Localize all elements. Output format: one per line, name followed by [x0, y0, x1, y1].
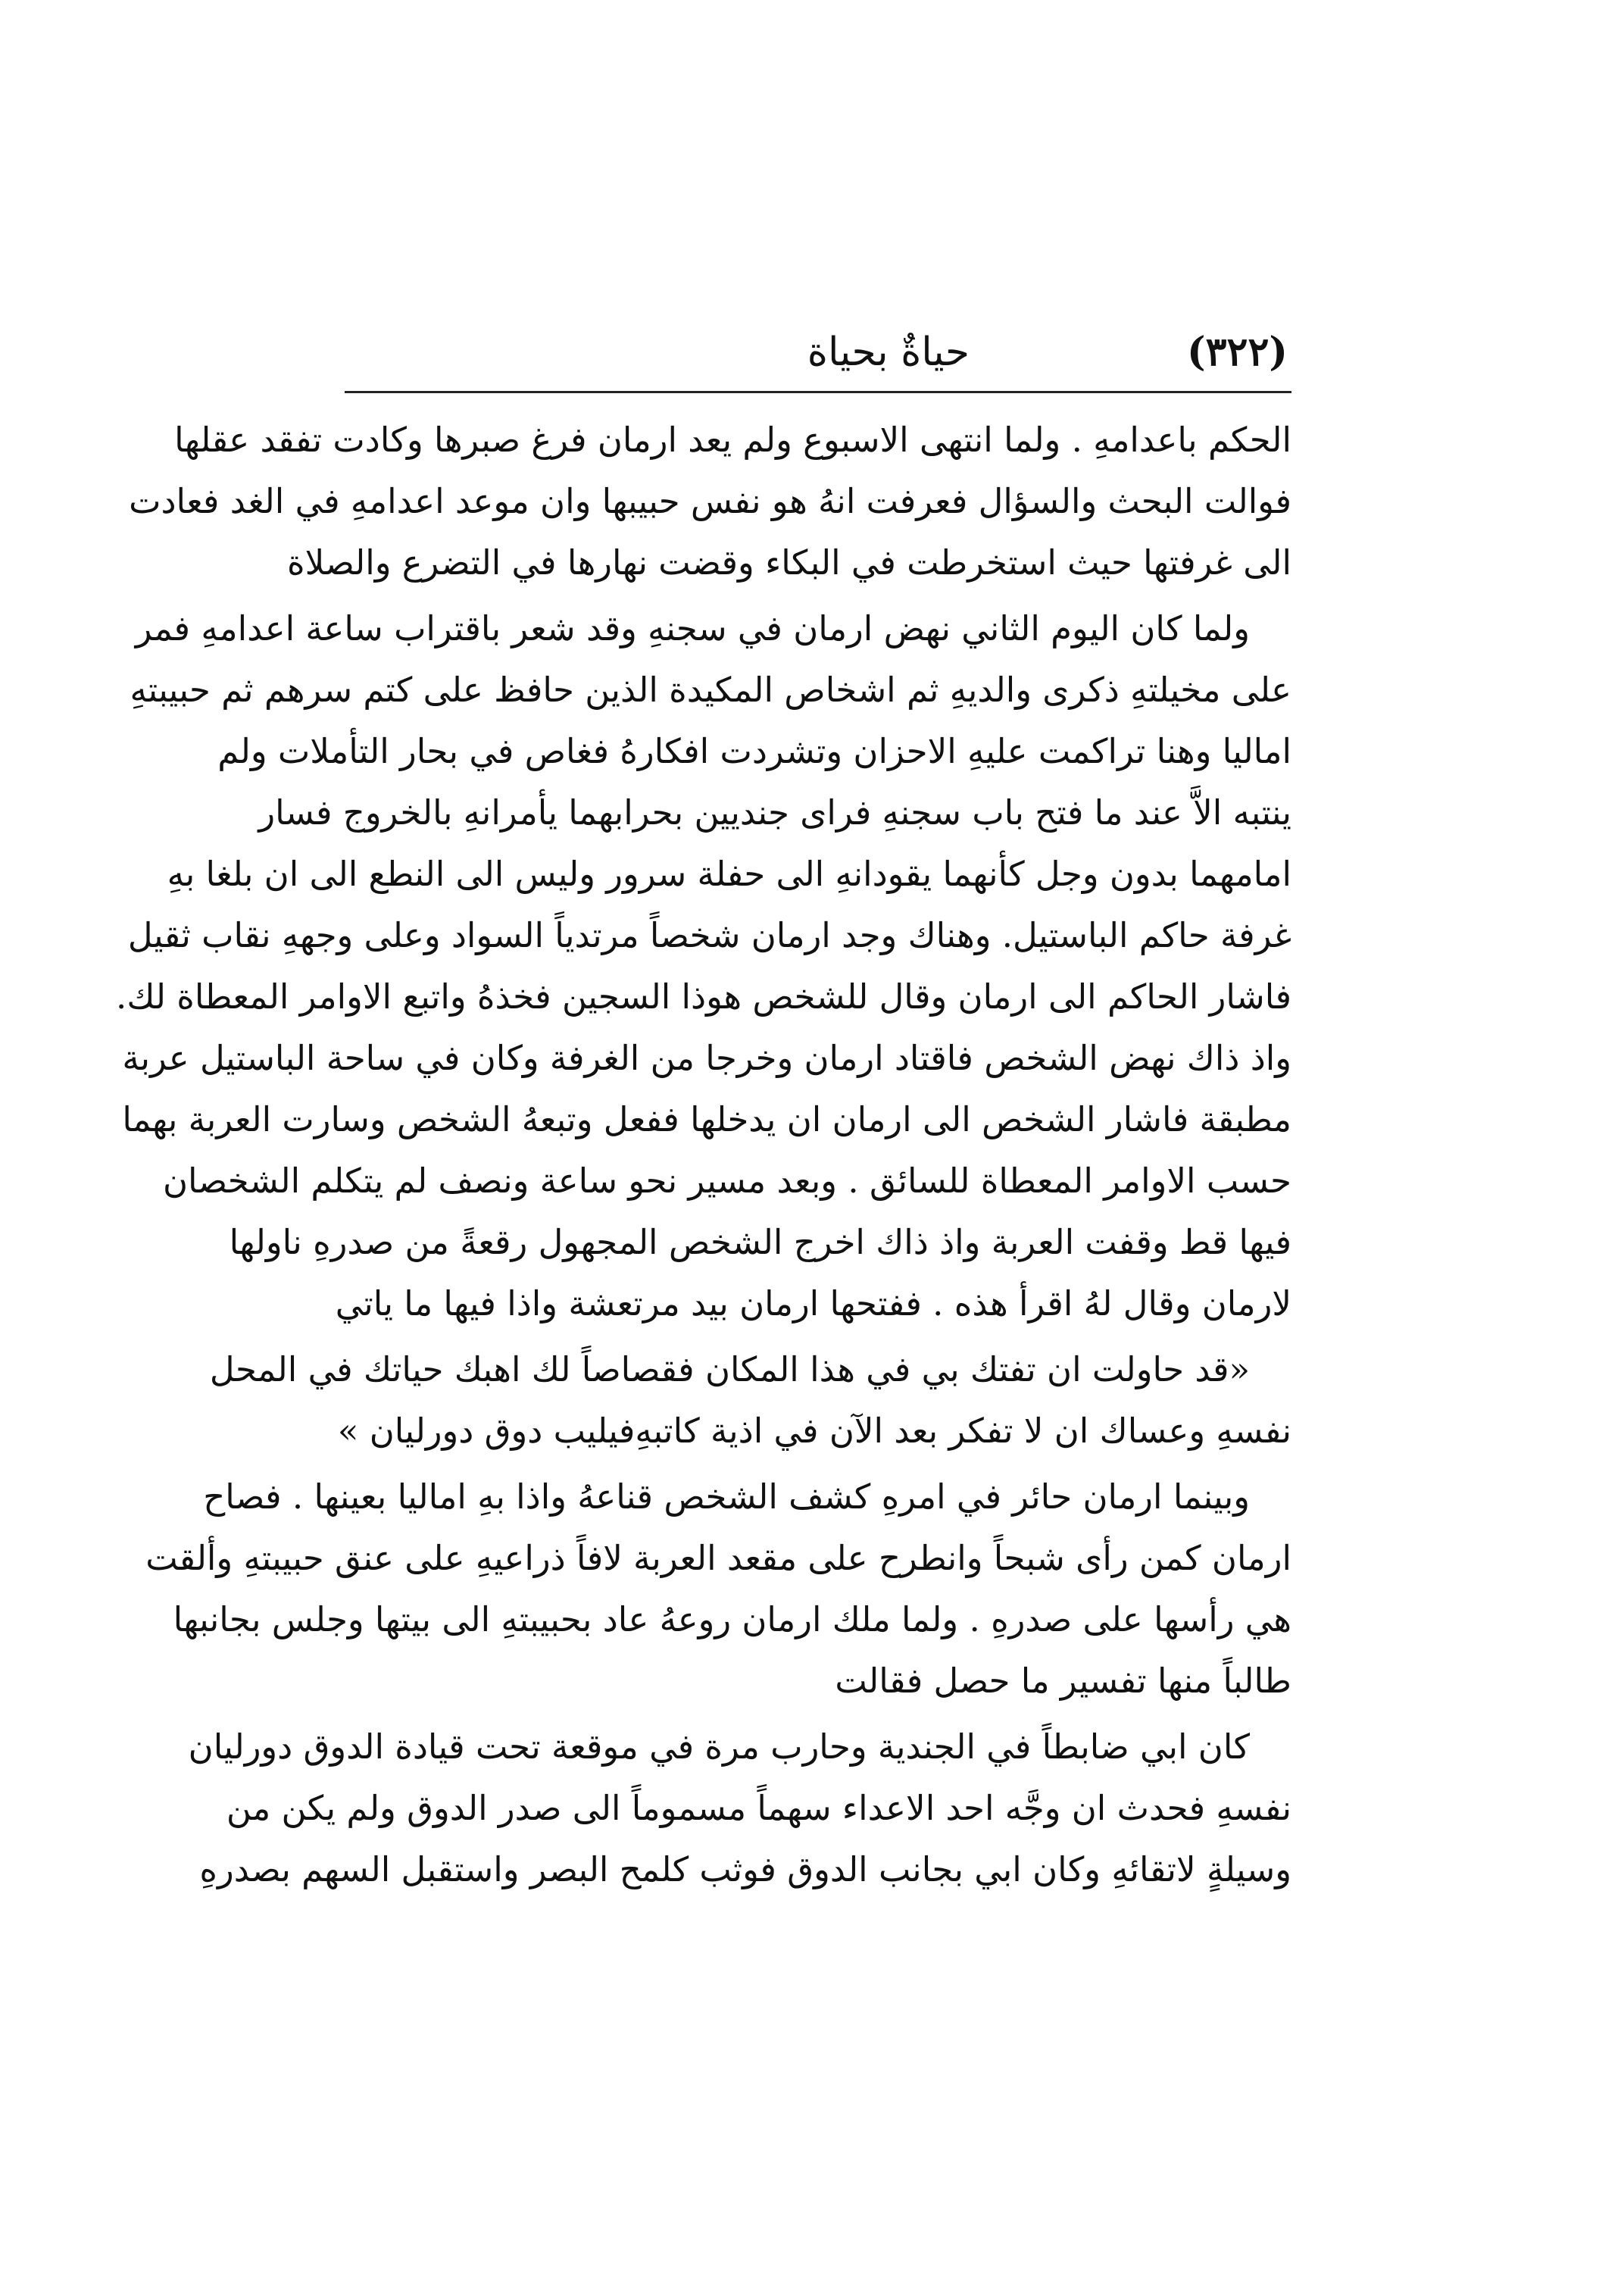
text-line: امامهما بدون وجل كأنهما يقودانهِ الى حفلة سرور وليس الى النطع الى ان بلغا بهِ	[167, 854, 1291, 894]
text-line: فاشار الحاكم الى ارمان وقال للشخص هوذا السجين فخذهُ واتبع الاوامر المعطاة لك.	[116, 977, 1291, 1017]
quoted-letter	[209, 1339, 1291, 1461]
running-title: حياةٌ بحياة	[807, 330, 970, 375]
text-line: واذ ذاك نهض الشخص فاقتاد ارمان وخرجا من الغرفة وكان في ساحة الباستيل عربة	[122, 1038, 1291, 1078]
paragraph	[145, 1466, 1291, 1711]
text-line: فوالت البحث والسؤال فعرفت انهُ هو نفس حبيبها وان موعد اعدامهِ في الغد فعادت	[129, 481, 1291, 521]
paragraph	[116, 598, 1291, 1334]
text-line: نفسهِ فحدث ان وجَّه احد الاعداء سهماً مسموماً الى صدر الدوق ولم يكن من	[226, 1788, 1291, 1828]
page-number: (٣٢٢)	[1186, 329, 1288, 375]
text-line: هي رأسها على صدرهِ . ولما ملك ارمان روعهُ عاد بحبيبتهِ الى بيتها وجلس بجانبها	[173, 1599, 1291, 1639]
text-line: نفسهِ وعساك ان لا تفكر بعد الآن في اذية كاتبهِ	[635, 1411, 1291, 1451]
letter-signature: فيليب دوق دورليان »	[337, 1411, 636, 1451]
paragraph	[188, 1716, 1291, 1900]
text-line: على مخيلتهِ ذكرى والديهِ ثم اشخاص المكيدة الذين حافظ على كتم سرهم ثم حبيبتهِ	[130, 670, 1291, 710]
text-line: «قد حاولت ان تفتك بي في هذا المكان فقصاصاً لك اهبك حياتك في المحل	[209, 1349, 1250, 1389]
text-line: حسب الاوامر المعطاة للسائق . وبعد مسير نحو ساعة ونصف لم يتكلم الشخصان	[162, 1161, 1291, 1201]
text-line: مطبقة فاشار الشخص الى ارمان ان يدخلها ففعل وتبعهُ الشخص وسارت العربة بهما	[122, 1099, 1291, 1139]
text-line: لارمان وقال لهُ اقرأ هذه . ففتحها ارمان بيد مرتعشة واذا فيها ما ياتي	[335, 1283, 1291, 1324]
page-header	[348, 318, 1288, 390]
paragraph	[129, 409, 1291, 593]
header-divider	[345, 391, 1291, 393]
text-line: الى غرفتها حيث استخرطت في البكاء وقضت نهارها في التضرع والصلاة	[287, 542, 1291, 583]
text-line: ارمان كمن رأى شبحاً وانطرح على مقعد العربة لافاً ذراعيهِ على عنق حبيبتهِ وألقت	[145, 1538, 1291, 1578]
text-line: وبينما ارمان حائر في امرهِ كشف الشخص قناعهُ واذا بهِ اماليا بعينها . فصاح	[203, 1477, 1250, 1517]
text-line: اماليا وهنا تراكمت عليهِ الاحزان وتشردت افكارهُ فغاص في بحار التأملات ولم	[217, 731, 1291, 771]
letter-closing-line	[337, 1400, 1291, 1461]
text-line: ولما كان اليوم الثاني نهض ارمان في سجنهِ وقد شعر باقتراب ساعة اعدامهِ فمر	[135, 608, 1250, 649]
text-line: طالباً منها تفسير ما حصل فقالت	[835, 1661, 1291, 1701]
text-line: غرفة حاكم الباستيل. وهناك وجد ارمان شخصاً مرتدياً السواد وعلى وجههِ نقاب ثقيل	[127, 915, 1291, 955]
body-text	[116, 409, 1291, 1900]
text-line: الحكم باعدامهِ . ولما انتهى الاسبوع ولم يعد ارمان فرغ صبرها وكادت تفقد عقلها	[174, 420, 1291, 460]
text-line: ينتبه الاَّ عند ما فتح باب سجنهِ فراى جنديين بحرابهما يأمرانهِ بالخروج فسار	[258, 792, 1291, 833]
text-line: فيها قط وقفت العربة واذ ذاك اخرج الشخص المجهول رقعةً من صدرهِ ناولها	[229, 1222, 1291, 1262]
text-line: وسيلةٍ لاتقائهِ وكان ابي بجانب الدوق فوثب كلمح البصر واستقبل السهم بصدرهِ	[199, 1849, 1291, 1889]
text-line: كان ابي ضابطاً في الجندية وحارب مرة في موقعة تحت قيادة الدوق دورليان	[188, 1727, 1250, 1767]
